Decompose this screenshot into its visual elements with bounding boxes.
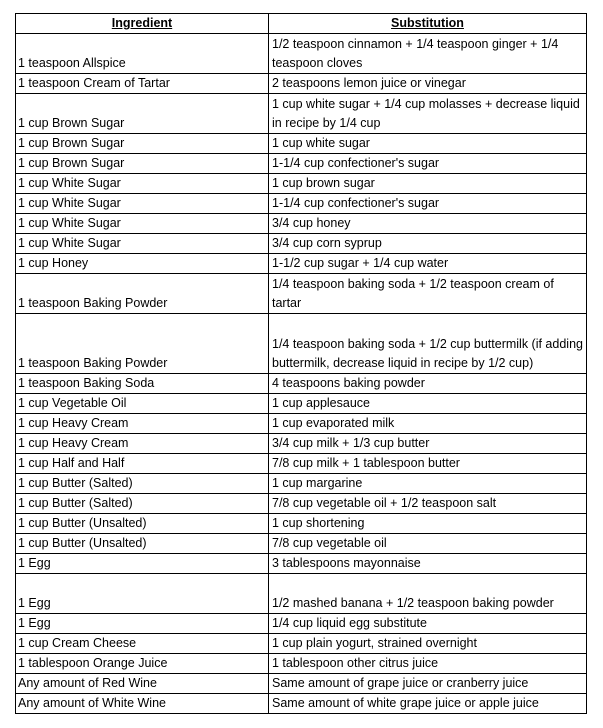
ingredient-cell: 1 cup Butter (Unsalted) [16,534,269,554]
substitution-cell: 1 cup margarine [269,474,587,494]
substitution-cell: 1 cup applesauce [269,394,587,414]
substitution-cell: 1 cup plain yogurt, strained overnight [269,634,587,654]
ingredient-cell: 1 teaspoon Baking Soda [16,374,269,394]
substitution-cell: 7/8 cup vegetable oil [269,534,587,554]
substitution-cell: 1/4 teaspoon baking soda + 1/2 cup buttermilk (if adding buttermilk, decrease liquid in recipe by 1/2 cup) [269,314,587,374]
table-row [16,274,587,314]
ingredient-cell: 1 tablespoon Orange Juice [16,654,269,674]
ingredient-cell: 1 teaspoon Allspice [16,34,269,74]
table-row [16,214,587,234]
ingredient-cell: 1 Egg [16,554,269,574]
table-row [16,474,587,494]
substitution-cell: 3 tablespoons mayonnaise [269,554,587,574]
table-row [16,454,587,474]
substitution-cell: Same amount of white grape juice or apple juice [269,694,587,714]
ingredient-cell: 1 cup Brown Sugar [16,94,269,134]
ingredient-column-header: Ingredient [16,14,269,34]
substitution-cell: 4 teaspoons baking powder [269,374,587,394]
ingredient-cell: 1 Egg [16,614,269,634]
ingredient-cell: 1 cup Heavy Cream [16,414,269,434]
ingredient-cell: 1 cup Butter (Salted) [16,494,269,514]
ingredient-cell: 1 cup Brown Sugar [16,134,269,154]
table-row [16,94,587,134]
table-row [16,254,587,274]
table-row [16,374,587,394]
table-row [16,534,587,554]
ingredient-cell: 1 teaspoon Cream of Tartar [16,74,269,94]
substitution-column-header: Substitution [269,14,587,34]
table-row [16,694,587,714]
table-row [16,654,587,674]
substitution-cell: 1-1/4 cup confectioner's sugar [269,194,587,214]
substitution-cell: 1/4 cup liquid egg substitute [269,614,587,634]
table-row [16,394,587,414]
ingredient-cell: 1 cup Honey [16,254,269,274]
table-row [16,574,587,614]
ingredient-cell: 1 cup Brown Sugar [16,154,269,174]
table-row [16,314,587,374]
substitution-cell: 7/8 cup milk + 1 tablespoon butter [269,454,587,474]
table-row [16,234,587,254]
ingredient-cell: 1 cup Cream Cheese [16,634,269,654]
ingredient-cell: 1 cup Butter (Unsalted) [16,514,269,534]
table-row [16,134,587,154]
ingredient-cell: 1 cup White Sugar [16,174,269,194]
table-row [16,34,587,74]
ingredient-cell: 1 Egg [16,574,269,614]
table-row [16,194,587,214]
substitution-cell: 1-1/2 cup sugar + 1/4 cup water [269,254,587,274]
substitution-cell: 1/4 teaspoon baking soda + 1/2 teaspoon cream of tartar [269,274,587,314]
table-row [16,74,587,94]
ingredient-cell: 1 teaspoon Baking Powder [16,314,269,374]
table-row [16,174,587,194]
substitution-cell: Same amount of grape juice or cranberry juice [269,674,587,694]
table-row [16,494,587,514]
table-row [16,414,587,434]
ingredient-cell: 1 cup White Sugar [16,234,269,254]
table-row [16,514,587,534]
ingredient-cell: 1 cup White Sugar [16,214,269,234]
ingredient-cell: 1 cup Vegetable Oil [16,394,269,414]
ingredient-cell: 1 teaspoon Baking Powder [16,274,269,314]
ingredient-cell: 1 cup Butter (Salted) [16,474,269,494]
ingredient-cell: Any amount of White Wine [16,694,269,714]
ingredient-cell: 1 cup Heavy Cream [16,434,269,454]
substitution-cell: 1 tablespoon other citrus juice [269,654,587,674]
table-header-row [16,14,587,34]
substitution-cell: 7/8 cup vegetable oil + 1/2 teaspoon salt [269,494,587,514]
ingredient-cell: Any amount of Red Wine [16,674,269,694]
substitution-table-container [15,13,587,714]
substitution-cell: 1 cup white sugar + 1/4 cup molasses + decrease liquid in recipe by 1/4 cup [269,94,587,134]
substitution-cell: 1/2 mashed banana + 1/2 teaspoon baking powder [269,574,587,614]
substitution-cell: 1 cup white sugar [269,134,587,154]
substitution-cell: 1/2 teaspoon cinnamon + 1/4 teaspoon ginger + 1/4 teaspoon cloves [269,34,587,74]
substitution-cell: 1 cup evaporated milk [269,414,587,434]
substitution-cell: 1 cup brown sugar [269,174,587,194]
substitution-cell: 1-1/4 cup confectioner's sugar [269,154,587,174]
substitution-table [15,13,587,714]
ingredient-cell: 1 cup White Sugar [16,194,269,214]
table-row [16,554,587,574]
substitution-cell: 3/4 cup honey [269,214,587,234]
substitution-cell: 3/4 cup corn syprup [269,234,587,254]
substitution-cell: 3/4 cup milk + 1/3 cup butter [269,434,587,454]
table-row [16,674,587,694]
substitution-cell: 2 teaspoons lemon juice or vinegar [269,74,587,94]
ingredient-cell: 1 cup Half and Half [16,454,269,474]
table-row [16,634,587,654]
table-row [16,614,587,634]
table-row [16,434,587,454]
substitution-cell: 1 cup shortening [269,514,587,534]
table-row [16,154,587,174]
